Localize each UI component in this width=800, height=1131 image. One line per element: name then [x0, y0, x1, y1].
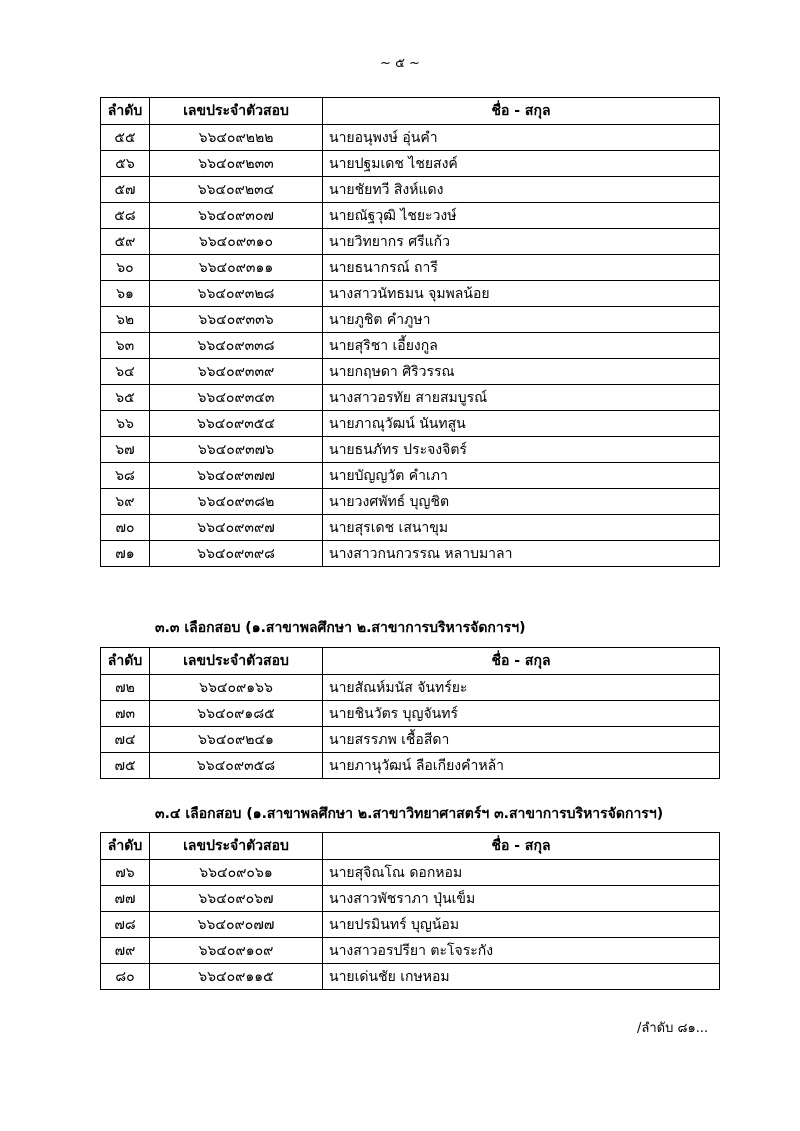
- row-exam-id: ๖๖๔๐๙๑๘๕: [150, 701, 323, 727]
- row-exam-id: ๖๖๔๐๙๓๔๓: [150, 385, 323, 411]
- row-exam-id: ๖๖๔๐๙๒๒๒: [150, 125, 323, 151]
- row-exam-id: ๖๖๔๐๙๑๐๙: [150, 938, 323, 964]
- table-row: [101, 177, 720, 203]
- row-exam-id: ๖๖๔๐๙๐๗๗: [150, 912, 323, 938]
- column-header-name: ชื่อ - สกุล: [323, 98, 720, 125]
- row-name: นายสุจิณโณ ดอกหอม: [323, 860, 720, 886]
- table-row: [101, 541, 720, 567]
- row-exam-id: ๖๖๔๐๙๓๙๘: [150, 541, 323, 567]
- table-row: [101, 675, 720, 701]
- section-heading-3-4: ๓.๔ เลือกสอบ (๑.สาขาพลศึกษา ๒.สาขาวิทยาศาสตร์ฯ ๓.สาขาการบริหารจัดการฯ): [155, 806, 664, 822]
- row-name: นางสาวอรทัย สายสมบูรณ์: [323, 385, 720, 411]
- column-header-exam-id: เลขประจำตัวสอบ: [150, 648, 323, 675]
- table-row: [101, 437, 720, 463]
- row-exam-id: ๖๖๔๐๙๐๖๗: [150, 886, 323, 912]
- table-header-row: [101, 648, 720, 675]
- row-exam-id: ๖๖๔๐๙๓๕๔: [150, 411, 323, 437]
- row-exam-id: ๖๖๔๐๙๓๗๗: [150, 463, 323, 489]
- row-name: นายภานุวัฒน์ ลือเกียงคำหล้า: [323, 753, 720, 779]
- row-seq: ๗๙: [101, 938, 150, 964]
- row-exam-id: ๖๖๔๐๙๓๓๘: [150, 333, 323, 359]
- page-number: ~ ๕ ~: [380, 56, 420, 71]
- row-name: นายปฐมเดช ไชยสงค์: [323, 151, 720, 177]
- table-row: [101, 151, 720, 177]
- row-seq: ๗๔: [101, 727, 150, 753]
- row-exam-id: ๖๖๔๐๙๒๔๑: [150, 727, 323, 753]
- column-header-exam-id: เลขประจำตัวสอบ: [150, 833, 323, 860]
- row-seq: ๗๒: [101, 675, 150, 701]
- row-exam-id: ๖๖๔๐๙๓๘๒: [150, 489, 323, 515]
- row-name: นายธนภัทร ประจงจิตร์: [323, 437, 720, 463]
- row-name: นายกฤษดา ศิริวรรณ: [323, 359, 720, 385]
- row-name: นายสุริชา เอี้ยงกูล: [323, 333, 720, 359]
- row-seq: ๕๙: [101, 229, 150, 255]
- column-header-seq: ลำดับ: [101, 98, 150, 125]
- row-seq: ๗๑: [101, 541, 150, 567]
- table-row: [101, 333, 720, 359]
- row-exam-id: ๖๖๔๐๙๓๒๘: [150, 281, 323, 307]
- row-name: นายสัณห์มนัส จันทร์ยะ: [323, 675, 720, 701]
- column-header-seq: ลำดับ: [101, 648, 150, 675]
- row-name: นายวงศพัทธ์ บุญชิต: [323, 489, 720, 515]
- row-exam-id: ๖๖๔๐๙๓๗๖: [150, 437, 323, 463]
- row-seq: ๕๘: [101, 203, 150, 229]
- table-row: [101, 307, 720, 333]
- row-seq: ๗๕: [101, 753, 150, 779]
- row-name: นางสาวอรปรียา ตะโจระกัง: [323, 938, 720, 964]
- row-seq: ๘๐: [101, 964, 150, 990]
- column-header-exam-id: เลขประจำตัวสอบ: [150, 98, 323, 125]
- table-row: [101, 860, 720, 886]
- table-header-row: [101, 833, 720, 860]
- row-exam-id: ๖๖๔๐๙๒๓๓: [150, 151, 323, 177]
- table-row: [101, 203, 720, 229]
- table-row: [101, 255, 720, 281]
- table-row: [101, 753, 720, 779]
- row-name: นายสุรเดช เสนาขุม: [323, 515, 720, 541]
- row-name: นายชินวัตร บุญจันทร์: [323, 701, 720, 727]
- row-name: นายสรรภพ เชื้อสีดา: [323, 727, 720, 753]
- row-name: นายอนุพงษ์ อุ่นคำ: [323, 125, 720, 151]
- candidate-table: [100, 647, 720, 779]
- row-name: นายบัญญวัต คำเภา: [323, 463, 720, 489]
- row-name: นางสาวนัทธมน จุมพลน้อย: [323, 281, 720, 307]
- column-header-name: ชื่อ - สกุล: [323, 833, 720, 860]
- row-seq: ๕๖: [101, 151, 150, 177]
- table-row: [101, 886, 720, 912]
- row-seq: ๖๓: [101, 333, 150, 359]
- row-seq: ๖๗: [101, 437, 150, 463]
- row-name: นางสาวกนกวรรณ หลาบมาลา: [323, 541, 720, 567]
- table-header-row: [101, 98, 720, 125]
- row-seq: ๗๓: [101, 701, 150, 727]
- row-name: นายณัฐวุฒิ ไชยะวงษ์: [323, 203, 720, 229]
- table-row: [101, 281, 720, 307]
- table-row: [101, 411, 720, 437]
- table-row: [101, 964, 720, 990]
- row-exam-id: ๖๖๔๐๙๓๓๙: [150, 359, 323, 385]
- row-exam-id: ๖๖๔๐๙๓๑๐: [150, 229, 323, 255]
- row-seq: ๕๕: [101, 125, 150, 151]
- table-row: [101, 229, 720, 255]
- table-row: [101, 359, 720, 385]
- row-exam-id: ๖๖๔๐๙๓๕๘: [150, 753, 323, 779]
- row-seq: ๗๐: [101, 515, 150, 541]
- table-row: [101, 701, 720, 727]
- row-exam-id: ๖๖๔๐๙๑๑๕: [150, 964, 323, 990]
- row-exam-id: ๖๖๔๐๙๒๓๔: [150, 177, 323, 203]
- row-seq: ๖๑: [101, 281, 150, 307]
- row-name: นายธนากรณ์ ถารี: [323, 255, 720, 281]
- row-exam-id: ๖๖๔๐๙๑๖๖: [150, 675, 323, 701]
- row-exam-id: ๖๖๔๐๙๓๓๖: [150, 307, 323, 333]
- table-row: [101, 463, 720, 489]
- candidate-table: [100, 832, 720, 990]
- table-row: [101, 125, 720, 151]
- row-seq: ๖๐: [101, 255, 150, 281]
- row-name: นายวิทยากร ศรีแก้ว: [323, 229, 720, 255]
- row-seq: ๗๘: [101, 912, 150, 938]
- table-row: [101, 938, 720, 964]
- row-name: นายภาณุวัฒน์ นันทสูน: [323, 411, 720, 437]
- row-seq: ๖๒: [101, 307, 150, 333]
- table-row: [101, 489, 720, 515]
- table-row: [101, 912, 720, 938]
- continuation-note: /ลำดับ ๘๑...: [637, 1021, 709, 1036]
- table-row: [101, 385, 720, 411]
- section-heading-3-3: ๓.๓ เลือกสอบ (๑.สาขาพลศึกษา ๒.สาขาการบริหารจัดการฯ): [155, 620, 526, 636]
- row-seq: ๗๗: [101, 886, 150, 912]
- row-seq: ๖๔: [101, 359, 150, 385]
- candidate-table: [100, 97, 720, 567]
- row-seq: ๕๗: [101, 177, 150, 203]
- column-header-seq: ลำดับ: [101, 833, 150, 860]
- row-exam-id: ๖๖๔๐๙๓๙๗: [150, 515, 323, 541]
- column-header-name: ชื่อ - สกุล: [323, 648, 720, 675]
- table-row: [101, 515, 720, 541]
- row-seq: ๖๖: [101, 411, 150, 437]
- row-name: นายภูชิต คำภูษา: [323, 307, 720, 333]
- table-row: [101, 727, 720, 753]
- row-name: นายเด่นชัย เกษหอม: [323, 964, 720, 990]
- row-name: นายชัยทวี สิงห์แดง: [323, 177, 720, 203]
- row-seq: ๖๕: [101, 385, 150, 411]
- row-name: นายปรมินทร์ บุญน้อม: [323, 912, 720, 938]
- row-exam-id: ๖๖๔๐๙๓๑๑: [150, 255, 323, 281]
- row-exam-id: ๖๖๔๐๙๐๖๑: [150, 860, 323, 886]
- row-seq: ๖๙: [101, 489, 150, 515]
- row-seq: ๖๘: [101, 463, 150, 489]
- row-seq: ๗๖: [101, 860, 150, 886]
- row-name: นางสาวพัชราภา ปุ่นเข็ม: [323, 886, 720, 912]
- row-exam-id: ๖๖๔๐๙๓๐๗: [150, 203, 323, 229]
